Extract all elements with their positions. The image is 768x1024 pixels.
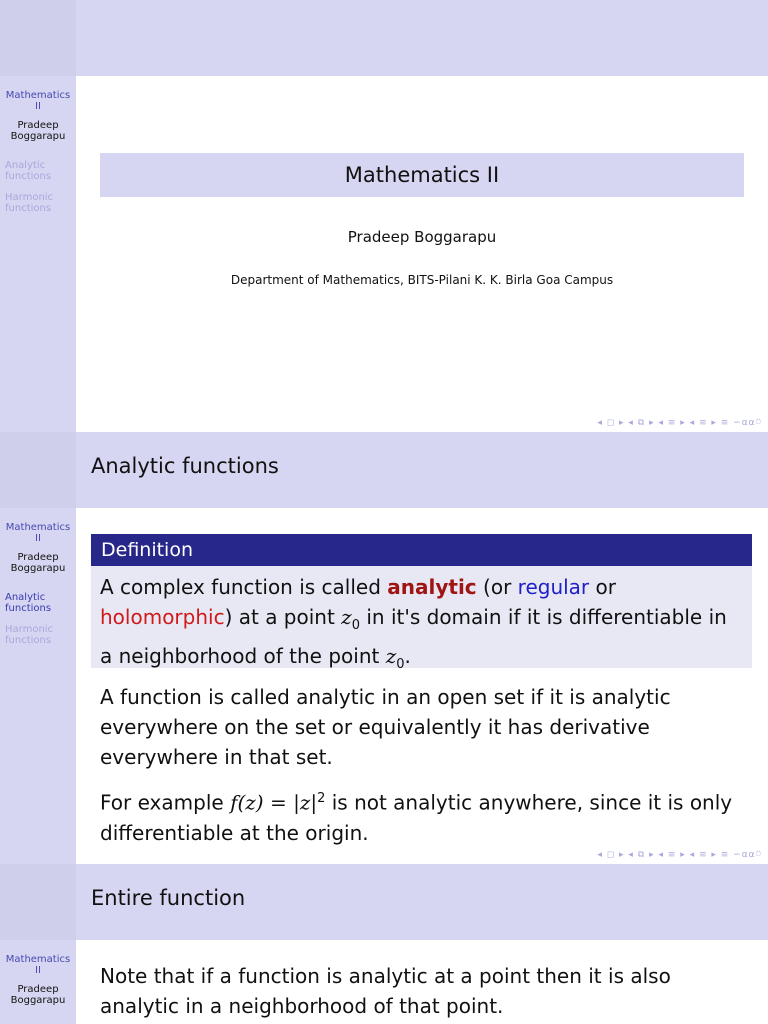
sidebar-title-line2[interactable]: II xyxy=(35,101,41,112)
analytic-open-set-paragraph: A function is called analytic in an open set if it is analytic everywhere on the set or equivalently it has derivative everywhere in that set. xyxy=(100,685,671,769)
sidebar xyxy=(0,508,76,864)
sidebar-title[interactable]: Mathematics xyxy=(5,954,71,965)
sidebar xyxy=(0,940,76,1024)
sidebar-title[interactable]: Mathematics xyxy=(5,90,71,101)
entire-function-paragraph: Note that if a function is analytic at a point then it is also analytic in a neighborhood of that point. xyxy=(100,964,671,1018)
frame-title: Analytic functions xyxy=(91,454,279,478)
sidebar xyxy=(0,76,76,432)
keyword-analytic: analytic xyxy=(387,575,477,599)
sidebar-author-line2: Boggarapu xyxy=(10,563,66,574)
frame-title: Entire function xyxy=(91,886,246,910)
keyword-regular: regular xyxy=(517,575,590,599)
sidebar-author: Pradeep xyxy=(17,120,59,131)
presentation-author: Pradeep Boggarapu xyxy=(347,228,497,246)
sidebar-author-line2: Boggarapu xyxy=(10,131,66,142)
presentation-institute: Department of Mathematics, BITS-Pilani K. K. Birla Goa Campus xyxy=(230,273,614,287)
sidebar-author-line2: Boggarapu xyxy=(10,995,66,1006)
sidebar-title-line2[interactable]: II xyxy=(35,533,41,544)
title-slide xyxy=(0,0,768,432)
sidebar-title[interactable]: Mathematics xyxy=(5,522,71,533)
presentation-title: Mathematics II xyxy=(100,153,744,197)
definition-block-title: Definition xyxy=(91,534,752,566)
entire-function-slide xyxy=(0,864,768,1024)
beamer-navigation[interactable]: ◂ ◻ ▸ ◂ ⧉ ▸ ◂ ≡ ▸ ◂ ≡ ▸ ≡ ∽⍺⍺⍥ xyxy=(597,418,762,428)
sidebar-author: Pradeep xyxy=(17,984,59,995)
header-bar xyxy=(0,0,768,76)
definition-block-body: A complex function is called analytic (or regular or holomorphic) at a point $z_0$ in it's domain if it is differentiable in a neighborhood of the point $z_0$. xyxy=(91,566,752,668)
header-corner xyxy=(0,432,76,508)
sidebar-nav xyxy=(0,592,76,646)
sidebar-item-harmonic-functions[interactable]: Harmonic functions xyxy=(5,192,54,214)
header-corner xyxy=(0,864,76,940)
keyword-holomorphic: holomorphic xyxy=(100,605,225,629)
sidebar-nav xyxy=(0,160,76,214)
analytic-functions-slide xyxy=(0,432,768,864)
example-formula: f(z) = |z| xyxy=(230,790,318,815)
example-paragraph: For example $f(z) = |z|^2$ is not analytic anywhere, since it is only differentiable at the origin. xyxy=(100,790,733,845)
sidebar-author: Pradeep xyxy=(17,552,59,563)
sidebar-item-harmonic-functions[interactable]: Harmonic functions xyxy=(5,624,54,646)
header-corner xyxy=(0,0,76,76)
sidebar-item-analytic-functions[interactable]: Analytic functions xyxy=(5,592,52,614)
beamer-navigation[interactable]: ◂ ◻ ▸ ◂ ⧉ ▸ ◂ ≡ ▸ ◂ ≡ ▸ ≡ ∽⍺⍺⍥ xyxy=(597,850,762,860)
sidebar-title-line2[interactable]: II xyxy=(35,965,41,976)
sidebar-item-analytic-functions[interactable]: Analytic functions xyxy=(5,160,52,182)
